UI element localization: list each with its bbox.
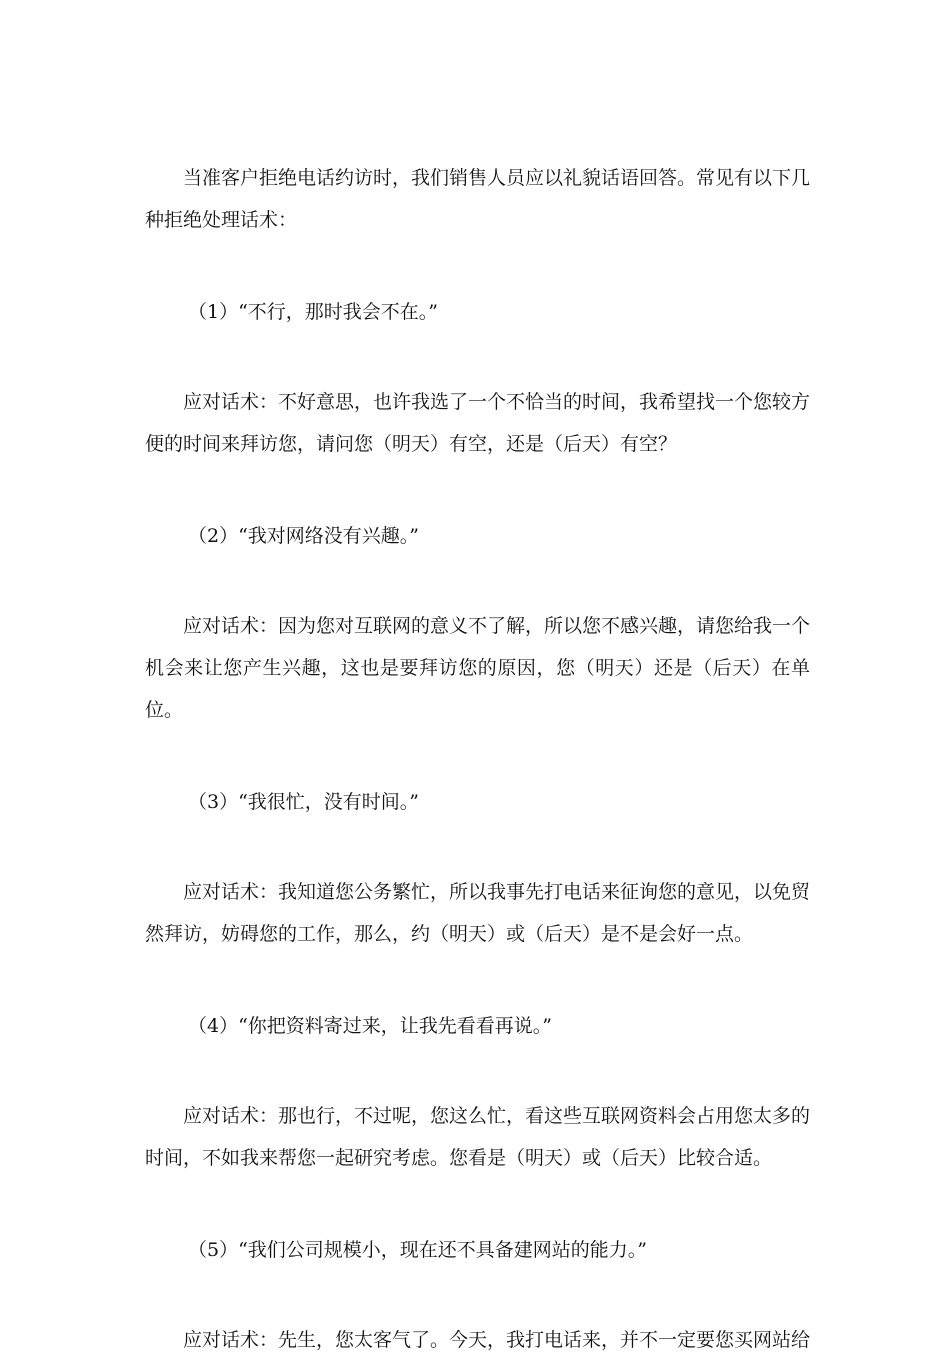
- spacer: [145, 241, 810, 291]
- objection-4: （4）“你把资料寄过来，让我先看看再说。”: [188, 1015, 553, 1037]
- objection-2: （2）“我对网络没有兴趣。”: [188, 525, 420, 547]
- document-body: [145, 157, 810, 1361]
- spacer: [145, 823, 810, 871]
- spacer: [145, 465, 810, 515]
- spacer: [145, 955, 810, 1005]
- spacer: [145, 1047, 810, 1095]
- spacer: [145, 557, 810, 605]
- spacer: [145, 1179, 810, 1229]
- response-5: 应对话术：先生，您太客气了。今天，我打电话来，并不一定要您买网站给: [183, 1329, 811, 1351]
- spacer: [145, 731, 810, 781]
- spacer: [145, 333, 810, 381]
- objection-5: （5）“我们公司规模小，现在还不具备建网站的能力。”: [188, 1239, 648, 1261]
- objection-1: （1）“不行，那时我会不在。”: [188, 301, 439, 323]
- response-3: 应对话术：我知道您公务繁忙，所以我事先打电话来征询您的意见，以免贸然拜访，妨碍您的工作，那么，约（明天）或（后天）是不是会好一点。: [145, 881, 811, 945]
- intro-paragraph: 当准客户拒绝电话约访时，我们销售人员应以礼貌话语回答。常见有以下几种拒绝处理话术：: [145, 167, 811, 231]
- response-4: 应对话术：那也行，不过呢，您这么忙，看这些互联网资料会占用您太多的时间，不如我来帮您一起研究考虑。您看是（明天）或（后天）比较合适。: [145, 1105, 811, 1169]
- response-2: 应对话术：因为您对互联网的意义不了解，所以您不感兴趣，请您给我一个机会来让您产生兴趣，这也是要拜访您的原因，您（明天）还是（后天）在单位。: [145, 615, 811, 721]
- response-1: 应对话术：不好意思，也许我选了一个不恰当的时间，我希望找一个您较方便的时间来拜访您，请问您（明天）有空，还是（后天）有空？: [145, 391, 811, 455]
- spacer: [145, 1271, 810, 1319]
- objection-3: （3）“我很忙，没有时间。”: [188, 791, 420, 813]
